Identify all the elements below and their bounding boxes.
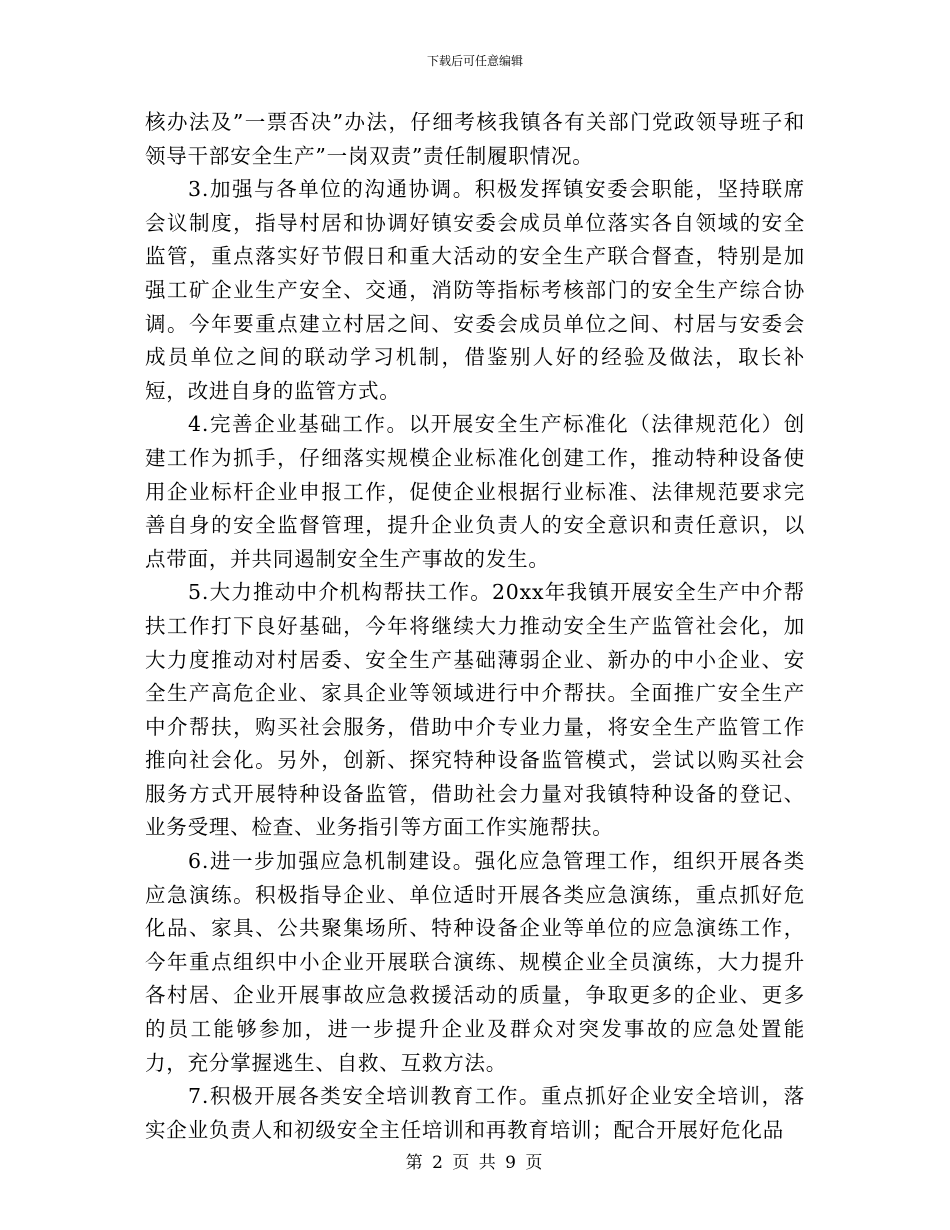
paragraph-item-3: 3.加强与各单位的沟通协调。积极发挥镇安委会职能，坚持联席会议制度，指导村居和协调好镇安委会成员单位落实各自领域的安全监管，重点落实好节假日和重大活动的安全生产联合督查，特别是加强工矿企业生产安全、交通，消防等指标考核部门的安全生产综合协调。今年要重点建立村居之间、安委会成员单位之间、村居与安委会成员单位之间的联动学习机制，借鉴别人好的经验及做法，取长补短，改进自身的监管方式。 — [145, 177, 805, 403]
page-number-footer: 第 2 页 共 9 页 — [405, 1153, 545, 1173]
document-body — [145, 106, 805, 1147]
page-header: 下载后可任意编辑 — [426, 54, 523, 68]
paragraph-item-6: 6.进一步加强应急机制建设。强化应急管理工作，组织开展各类应急演练。积极指导企业、单位适时开展各类应急演练，重点抓好危化品、家具、公共聚集场所、特种设备企业等单位的应急演练工作，今年重点组织中小企业开展联合演练、规模企业全员演练，大力提升各村居、企业开展事故应急救援活动的质量，争取更多的企业、更多的员工能够参加，进一步提升企业及群众对突发事故的应急处置能力，充分掌握逃生、自救、互救方法。 — [145, 849, 805, 1075]
paragraph-item-5: 5.大力推动中介机构帮扶工作。20xx年我镇开展安全生产中介帮扶工作打下良好基础，今年将继续大力推动安全生产监管社会化，加大力度推动对村居委、安全生产基础薄弱企业、新办的中小企业、安全生产高危企业、家具企业等领域进行中介帮扶。全面推广安全生产中介帮扶，购买社会服务，借助中介专业力量，将安全生产监管工作推向社会化。另外，创新、探究特种设备监管模式，尝试以购买社会服务方式开展特种设备监管，借助社会力量对我镇特种设备的登记、业务受理、检查、业务指引等方面工作实施帮扶。 — [145, 580, 805, 840]
paragraph-continuation: 核办法及”一票否决”办法，仔细考核我镇各有关部门党政领导班子和领导干部安全生产”一岗双责”责任制履职情况。 — [145, 110, 805, 168]
paragraph-item-7: 7.积极开展各类安全培训教育工作。重点抓好企业安全培训，落实企业负责人和初级安全主任培训和再教育培训；配合开展好危化品 — [145, 1084, 805, 1142]
paragraph-item-4: 4.完善企业基础工作。以开展安全生产标准化（法律规范化）创建工作为抓手，仔细落实规模企业标准化创建工作，推动特种设备使用企业标杆企业申报工作，促使企业根据行业标准、法律规范要求完善自身的安全监督管理，提升企业负责人的安全意识和责任意识，以点带面，并共同遏制安全生产事故的发生。 — [145, 412, 805, 571]
